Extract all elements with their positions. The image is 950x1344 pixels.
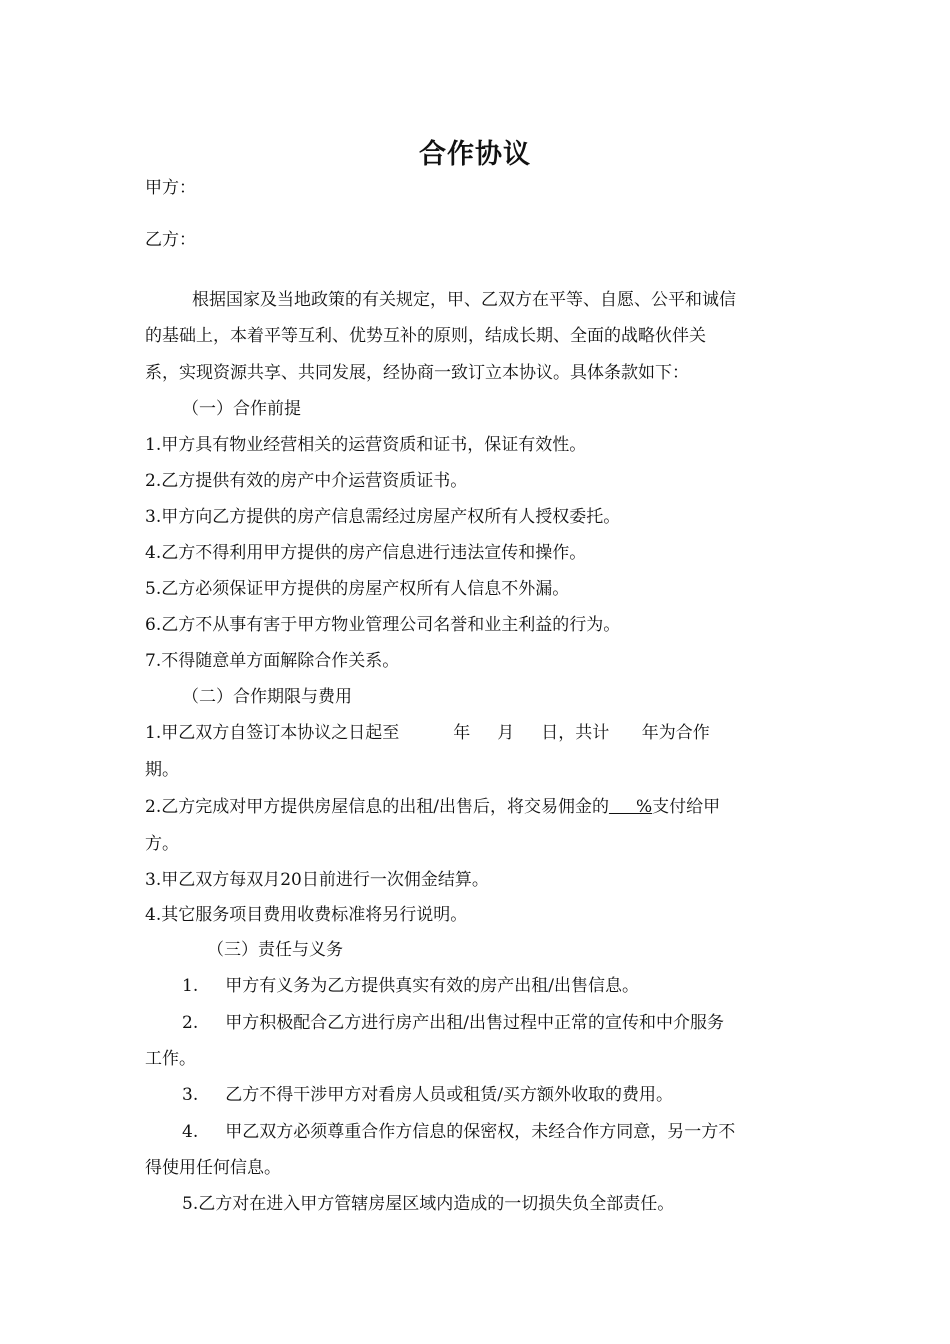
party-b-label: 乙方： xyxy=(145,230,196,250)
section1-item-4: 4.乙方不得利用甲方提供的房产信息进行违法宣传和操作。 xyxy=(145,543,587,563)
section3-item-4-line-1: 4. 甲乙双方必须尊重合作方信息的保密权，未经合作方同意，另一方不 xyxy=(182,1122,736,1142)
section1-item-5: 5.乙方必须保证甲方提供的房屋产权所有人信息不外漏。 xyxy=(145,579,570,599)
section1-item-6: 6.乙方不从事有害于甲方物业管理公司名誉和业主利益的行为。 xyxy=(145,615,621,635)
party-a-label: 甲方： xyxy=(145,178,196,198)
document-title: 合作协议 xyxy=(419,139,531,170)
section3-item-4-line-2: 得使用任何信息。 xyxy=(145,1158,281,1178)
section3-item-5: 5.乙方对在进入甲方管辖房屋区域内造成的一切损失负全部责任。 xyxy=(182,1194,675,1214)
section2-item-2-line-2: 方。 xyxy=(145,834,179,854)
intro-line-1: 根据国家及当地政策的有关规定，甲、乙双方在平等、自愿、公平和诚信 xyxy=(192,290,736,310)
section3-heading: （三）责任与义务 xyxy=(207,940,343,960)
section1-item-1: 1.甲方具有物业经营相关的运营资质和证书，保证有效性。 xyxy=(145,435,587,455)
section2-item-2-line-1 xyxy=(145,795,720,819)
section1-heading: （一）合作前提 xyxy=(182,399,301,419)
intro-line-2: 的基础上，本着平等互利、优势互补的原则，结成长期、全面的战略伙伴关 xyxy=(145,326,706,346)
section2-item-1-line-1: 1.甲乙双方自签订本协议之日起至 年 月 日，共计 年为合作 xyxy=(145,723,710,743)
section3-item-2-line-1: 2. 甲方积极配合乙方进行房产出租/出售过程中正常的宣传和中介服务 xyxy=(182,1013,724,1033)
intro-line-3: 系，实现资源共享、共同发展，经协商一致订立本协议。具体条款如下： xyxy=(145,363,689,383)
section1-item-7: 7.不得随意单方面解除合作关系。 xyxy=(145,651,400,671)
section2-item-1-line-2: 期。 xyxy=(145,760,179,780)
commission-percent-blank: % xyxy=(608,797,653,817)
section2-heading: （二）合作期限与费用 xyxy=(182,687,352,707)
section2-item-2-tail: 支付给甲 xyxy=(652,797,721,817)
section3-item-2-line-2: 工作。 xyxy=(145,1049,196,1069)
section2-item-4: 4.其它服务项目费用收费标准将另行说明。 xyxy=(145,905,468,925)
section1-item-2: 2.乙方提供有效的房产中介运营资质证书。 xyxy=(145,471,468,491)
section1-item-3: 3.甲方向乙方提供的房产信息需经过房屋产权所有人授权委托。 xyxy=(145,507,621,527)
section2-item-2-text: 2.乙方完成对甲方提供房屋信息的出租/出售后，将交易佣金的 xyxy=(145,797,609,817)
section3-item-1: 1. 甲方有义务为乙方提供真实有效的房产出租/出售信息。 xyxy=(182,976,639,996)
section2-item-3: 3.甲乙双方每双月20日前进行一次佣金结算。 xyxy=(145,870,489,890)
section3-item-3: 3. 乙方不得干涉甲方对看房人员或租赁/买方额外收取的费用。 xyxy=(182,1085,673,1105)
